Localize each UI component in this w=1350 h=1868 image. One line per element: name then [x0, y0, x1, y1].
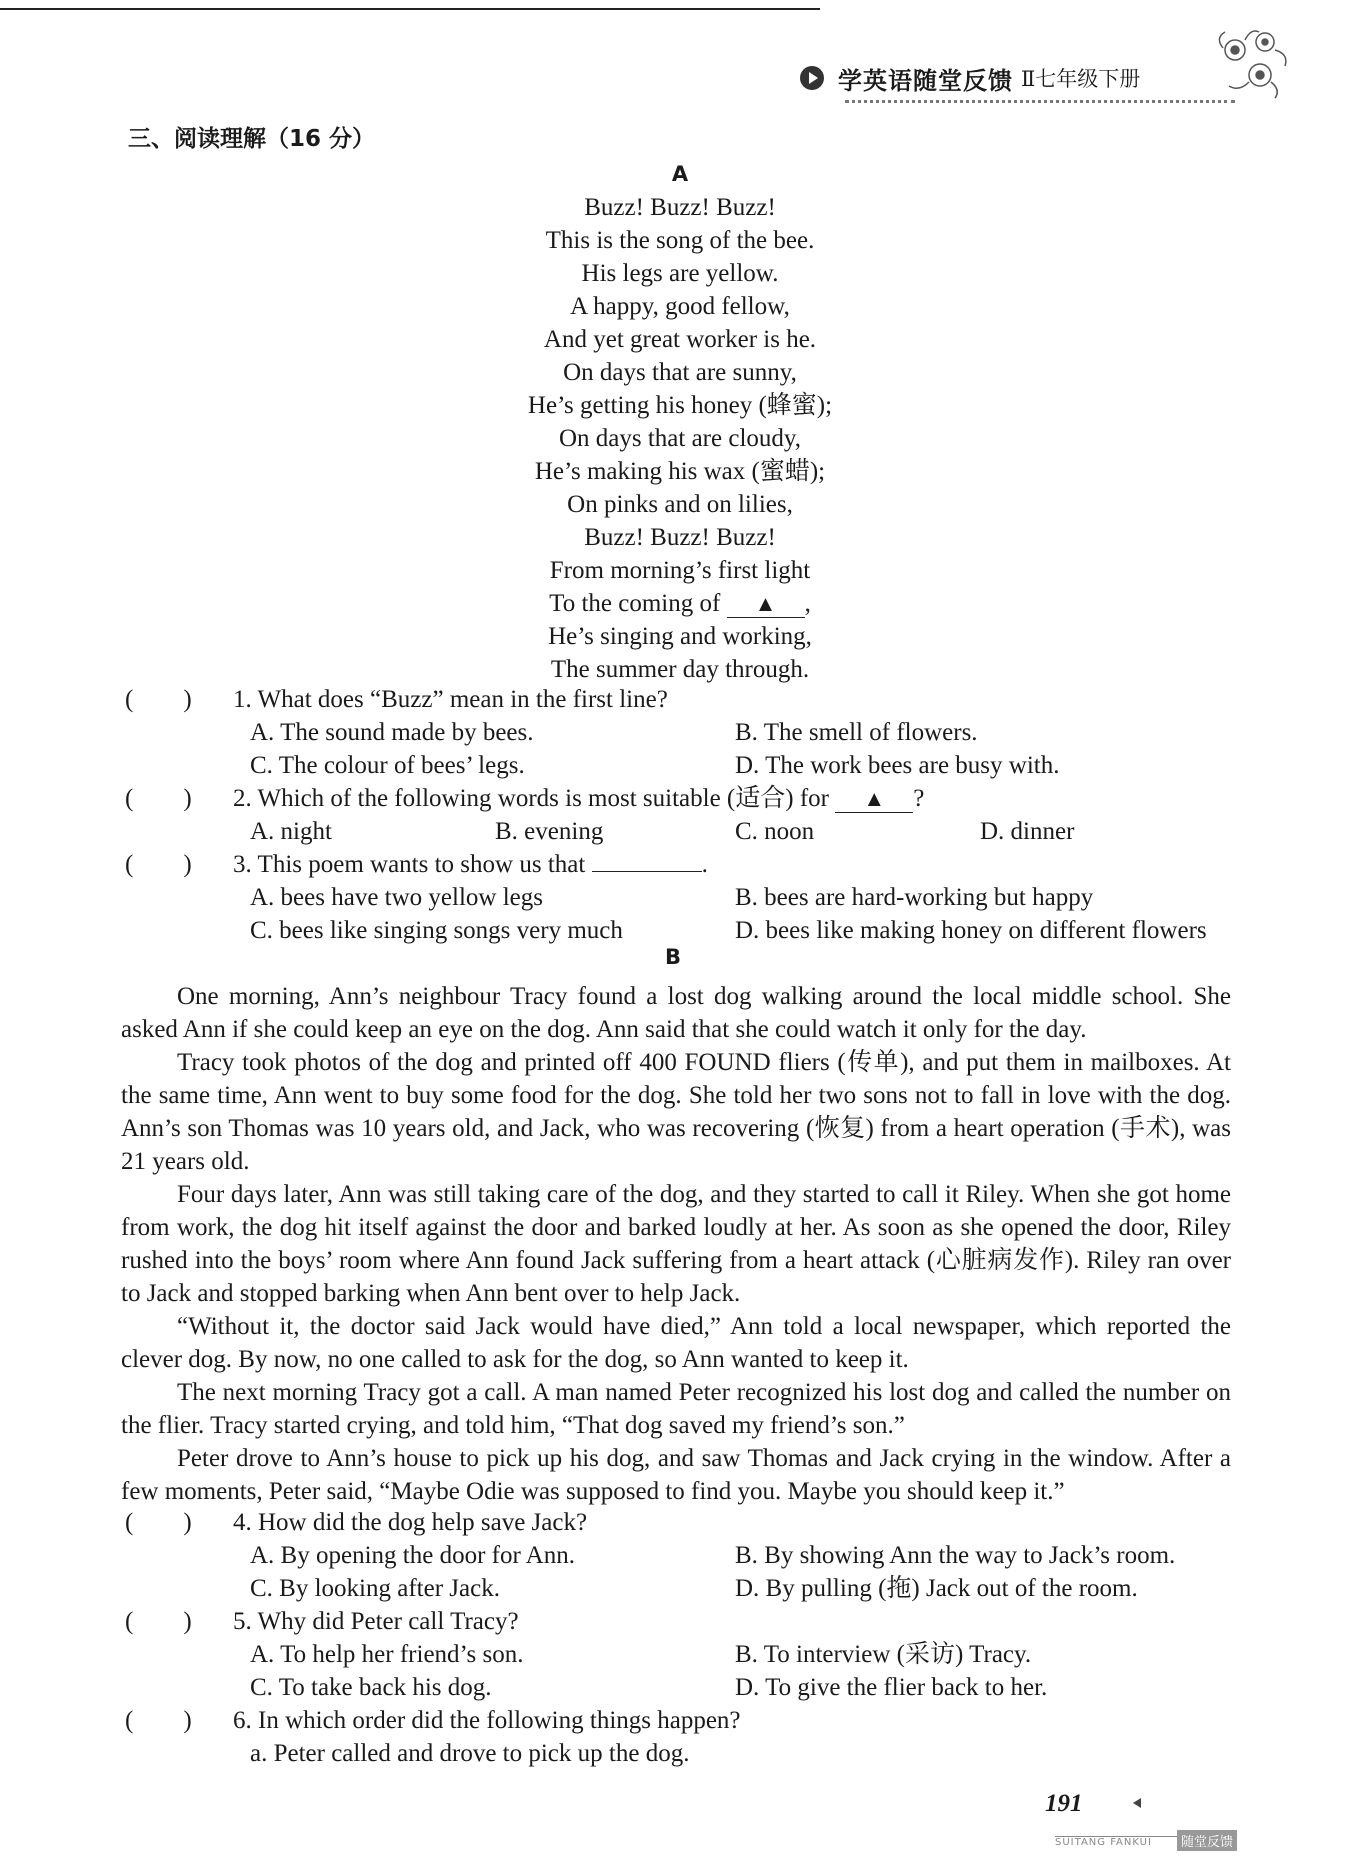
question-5	[125, 1605, 1255, 1704]
option-d: D. To give the flier back to her.	[735, 1674, 1048, 1701]
answer-bracket[interactable]: ( )	[125, 1707, 192, 1734]
poem-line: On days that are cloudy,	[558, 425, 802, 452]
poem-passage-a	[420, 158, 940, 686]
footer-caption: SUITANG FANKUI	[1055, 1837, 1152, 1848]
poem-line: His legs are yellow.	[581, 260, 779, 287]
passage-b	[121, 980, 1231, 1508]
option-b: B. By showing Ann the way to Jack’s room.	[735, 1542, 1176, 1569]
page-number: 191	[1045, 1790, 1083, 1817]
poem-line: Buzz! Buzz! Buzz!	[584, 194, 776, 221]
question-blank: ▲	[835, 786, 913, 813]
poem-blank-line	[420, 587, 940, 620]
question-6	[125, 1704, 1255, 1770]
passage-a-label: A	[671, 162, 689, 186]
option-a: A. night	[250, 818, 332, 845]
option-b: B. The smell of flowers.	[735, 719, 978, 746]
question-stem: 5. Why did Peter call Tracy?	[233, 1608, 519, 1635]
option-d: D. dinner	[980, 818, 1075, 845]
option-b: B. evening	[495, 818, 604, 845]
poem-blank: ▲	[727, 591, 805, 618]
paragraph: The next morning Tracy got a call. A man named Peter recognized his lost dog and called the number on the flier. Tracy started crying, and told him, “That dog saved my friend’s son.”	[121, 1379, 1231, 1439]
poem-line-suffix: ,	[804, 590, 811, 617]
paragraph: “Without it, the doctor said Jack would have died,” Ann told a local newspaper, which reported the clever dog. By now, no one called to ask for the dog, so Ann wanted to keep it.	[121, 1313, 1231, 1373]
poem-line: He’s singing and working,	[548, 623, 812, 650]
poem-line: From morning’s first light	[549, 557, 811, 584]
poem-line: He’s getting his honey (蜂蜜);	[527, 392, 833, 419]
question-stem-suffix: ?	[913, 785, 925, 812]
sub-item-a: a. Peter called and drove to pick up the dog.	[250, 1740, 690, 1767]
question-stem-prefix: 2. Which of the following words is most suitable (适合) for	[233, 785, 829, 812]
answer-bracket[interactable]: ( )	[125, 851, 192, 878]
question-blank	[592, 871, 702, 872]
paragraph: Tracy took photos of the dog and printed off 400 FOUND fliers (传单), and put them in mailboxes. At the same time, Ann went to buy some food for the dog. She told her two sons not to fall in love with the dog. Ann’s son Thomas was 10 years old, and Jack, who was recovering (恢复) from a heart operation (手术), was 21 years old.	[121, 1049, 1231, 1175]
flower-decoration-icon	[1205, 20, 1300, 100]
poem-line: He’s making his wax (蜜蜡);	[534, 458, 826, 485]
poem-line-prefix: To the coming of	[549, 590, 721, 617]
footer-badge: 随堂反馈	[1177, 1830, 1237, 1851]
poem-line: The summer day through.	[550, 656, 810, 683]
poem-line: And yet great worker is he.	[543, 326, 817, 353]
option-d: D. By pulling (拖) Jack out of the room.	[735, 1575, 1138, 1602]
paragraph: Peter drove to Ann’s house to pick up his dog, and saw Thomas and Jack crying in the window. After a few moments, Peter said, “Maybe Odie was supposed to find you. Maybe you should keep it.”	[121, 1445, 1231, 1505]
arrow-left-icon	[1133, 1798, 1141, 1808]
option-a: A. To help her friend’s son.	[250, 1641, 524, 1668]
question-4	[125, 1506, 1255, 1605]
question-stem	[233, 848, 708, 881]
option-a: A. bees have two yellow legs	[250, 884, 543, 911]
option-d: D. bees like making honey on different flowers	[735, 917, 1207, 944]
paragraph: Four days later, Ann was still taking care of the dog, and they started to call it Riley. When she got home from work, the dog hit itself against the door and barked loudly at her. As soon as she opened the door, Riley rushed into the boys’ room where Ann found Jack suffering from a heart attack (心脏病发作). Riley ran over to Jack and stopped barking when Ann bent over to help Jack.	[121, 1181, 1231, 1307]
answer-bracket[interactable]: ( )	[125, 686, 192, 713]
question-2	[125, 782, 1255, 848]
option-b: B. bees are hard-working but happy	[735, 884, 1094, 911]
option-c: C. The colour of bees’ legs.	[250, 752, 525, 779]
book-subtitle: Ⅱ七年级下册	[1021, 67, 1141, 91]
option-a: A. By opening the door for Ann.	[250, 1542, 575, 1569]
option-c: C. noon	[735, 818, 815, 845]
poem-line: This is the song of the bee.	[545, 227, 815, 254]
question-stem: 4. How did the dog help save Jack?	[233, 1509, 588, 1536]
question-stem-prefix: 3. This poem wants to show us that	[233, 851, 586, 878]
section-title: 三、阅读理解（16 分）	[128, 126, 376, 152]
question-stem: 1. What does “Buzz” mean in the first line?	[233, 686, 668, 713]
book-title: 学英语随堂反馈	[838, 66, 1013, 95]
paragraph: One morning, Ann’s neighbour Tracy found a lost dog walking around the local middle school. She asked Ann if she could keep an eye on the dog. Ann said that she could watch it only for the day.	[121, 983, 1231, 1043]
option-a: A. The sound made by bees.	[250, 719, 534, 746]
option-d: D. The work bees are busy with.	[735, 752, 1060, 779]
question-stem: 6. In which order did the following things happen?	[233, 1707, 741, 1734]
answer-bracket[interactable]: ( )	[125, 1608, 192, 1635]
page-footer	[1045, 1790, 1250, 1850]
answer-bracket[interactable]: ( )	[125, 1509, 192, 1536]
poem-line: On days that are sunny,	[563, 359, 797, 386]
poem-line: A happy, good fellow,	[570, 293, 790, 320]
poem-line: On pinks and on lilies,	[567, 491, 793, 518]
question-3	[125, 848, 1255, 947]
question-1	[125, 683, 1255, 782]
top-rule	[0, 8, 820, 10]
question-stem	[233, 782, 924, 815]
poem-line: Buzz! Buzz! Buzz!	[584, 524, 776, 551]
running-header	[800, 58, 1250, 98]
passage-b-label: B	[665, 945, 682, 969]
question-stem-suffix: .	[701, 851, 708, 878]
header-dotted-rule	[845, 100, 1235, 103]
option-c: C. By looking after Jack.	[250, 1575, 500, 1602]
option-c: C. bees like singing songs very much	[250, 917, 623, 944]
answer-bracket[interactable]: ( )	[125, 785, 192, 812]
option-c: C. To take back his dog.	[250, 1674, 492, 1701]
play-icon	[800, 66, 824, 90]
option-b: B. To interview (采访) Tracy.	[735, 1641, 1032, 1668]
